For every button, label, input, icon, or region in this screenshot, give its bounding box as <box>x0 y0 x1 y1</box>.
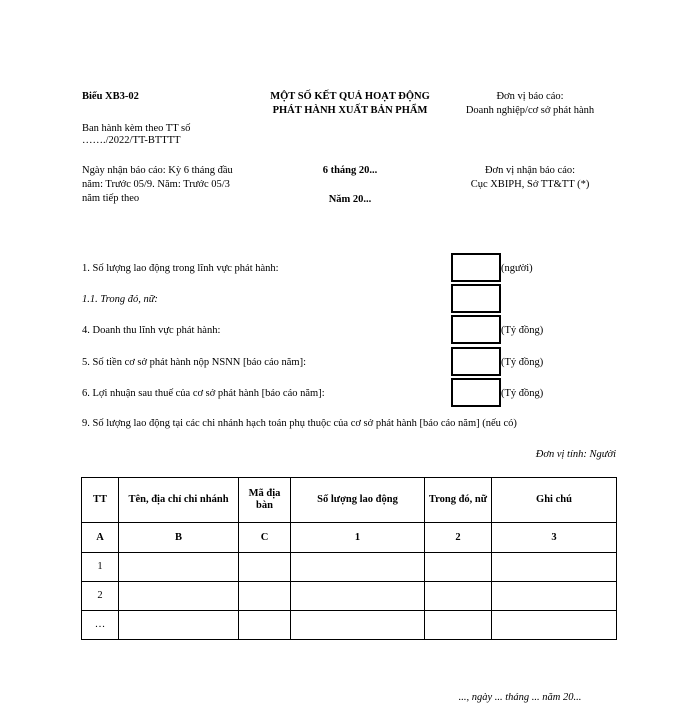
column-header: TT <box>82 478 119 523</box>
issued-by-line-1: Ban hành kèm theo TT số <box>82 123 191 134</box>
table-cell[interactable] <box>291 582 425 611</box>
form-code: Biểu XB3-02 <box>82 91 139 102</box>
unit-note: Đơn vị tính: Người <box>535 449 616 460</box>
indicator-label-female: 1.1. Trong đó, nữ: <box>82 294 158 305</box>
receive-date-line-3: năm tiếp theo <box>82 193 140 204</box>
report-title-line-1: MỘT SỐ KẾT QUẢ HOẠT ĐỘNG <box>270 91 430 102</box>
table-cell[interactable] <box>492 611 617 640</box>
indicator-input-box-labor[interactable] <box>451 253 501 282</box>
receiving-unit-label: Đơn vị nhận báo cáo: <box>484 165 576 176</box>
reporting-unit-value: Doanh nghiệp/cơ sở phát hành <box>465 105 595 116</box>
table-cell[interactable] <box>239 582 291 611</box>
table-cell: 2 <box>82 582 119 611</box>
receive-date-line-2: năm: Trước 05/9. Năm: Trước 05/3 <box>82 179 230 190</box>
indicator-input-box-profit[interactable] <box>451 378 501 407</box>
table-header-row <box>82 478 617 523</box>
column-header: Ghi chú <box>492 478 617 523</box>
column-header: Tên, địa chỉ chi nhánh <box>119 478 239 523</box>
column-code: 3 <box>492 523 617 553</box>
table-cell[interactable] <box>291 553 425 582</box>
report-title-line-2: PHÁT HÀNH XUẤT BẢN PHẨM <box>272 105 428 116</box>
indicator-label-labor: 1. Số lượng lao động trong lĩnh vực phát hành: <box>82 263 279 274</box>
table-cell[interactable] <box>119 611 239 640</box>
column-code: A <box>82 523 119 553</box>
table-cell[interactable] <box>425 611 492 640</box>
table-cell[interactable] <box>492 553 617 582</box>
table-cell[interactable] <box>239 611 291 640</box>
column-code: C <box>239 523 291 553</box>
reporting-unit-label: Đơn vị báo cáo: <box>496 91 564 102</box>
indicator-label-revenue: 4. Doanh thu lĩnh vực phát hành: <box>82 325 221 336</box>
indicator-unit-state-budget: (Tỷ đồng) <box>501 357 544 368</box>
section-9-title: 9. Số lượng lao động tại các chi nhánh hạch toán phụ thuộc của cơ sở phát hành [báo cáo năm] (nếu có) <box>82 418 517 429</box>
table-cell[interactable] <box>425 582 492 611</box>
table-cell[interactable] <box>119 553 239 582</box>
indicator-label-state-budget: 5. Số tiền cơ sở phát hành nộp NSNN [báo cáo năm]: <box>82 357 306 368</box>
footer-date-line: ..., ngày ... tháng ... năm 20... <box>458 692 582 703</box>
table-cell[interactable] <box>291 611 425 640</box>
column-code: B <box>119 523 239 553</box>
table-cell[interactable] <box>239 553 291 582</box>
column-code: 1 <box>291 523 425 553</box>
indicator-input-box-state-budget[interactable] <box>451 347 501 376</box>
receive-date-line-1: Ngày nhận báo cáo: Kỳ 6 tháng đầu <box>82 165 233 176</box>
table-row <box>82 611 617 640</box>
indicator-unit-revenue: (Tỷ đồng) <box>501 325 544 336</box>
table-cell[interactable] <box>492 582 617 611</box>
indicator-label-profit: 6. Lợi nhuận sau thuế của cơ sở phát hành [báo cáo năm]: <box>82 388 325 399</box>
column-header: Trong đó, nữ <box>425 478 492 523</box>
table-cell[interactable] <box>119 582 239 611</box>
table-row <box>82 553 617 582</box>
indicator-input-box-female[interactable] <box>451 284 501 313</box>
column-code: 2 <box>425 523 492 553</box>
receiving-unit-value: Cục XBIPH, Sở TT&TT (*) <box>470 179 590 190</box>
indicator-input-box-revenue[interactable] <box>451 315 501 344</box>
table-cell: … <box>82 611 119 640</box>
period-year: Năm 20... <box>328 194 372 205</box>
column-header: Mã địa bàn <box>239 478 291 523</box>
table-code-row <box>82 523 617 553</box>
table-cell: 1 <box>82 553 119 582</box>
period-six-months: 6 tháng 20... <box>322 165 378 176</box>
branch-table <box>81 477 617 640</box>
column-header: Số lượng lao động <box>291 478 425 523</box>
table-cell[interactable] <box>425 553 492 582</box>
issued-by-line-2: ……./2022/TT-BTTTT <box>82 135 181 146</box>
table-row <box>82 582 617 611</box>
indicator-unit-labor: (người) <box>501 263 533 274</box>
indicator-unit-profit: (Tỷ đồng) <box>501 388 544 399</box>
